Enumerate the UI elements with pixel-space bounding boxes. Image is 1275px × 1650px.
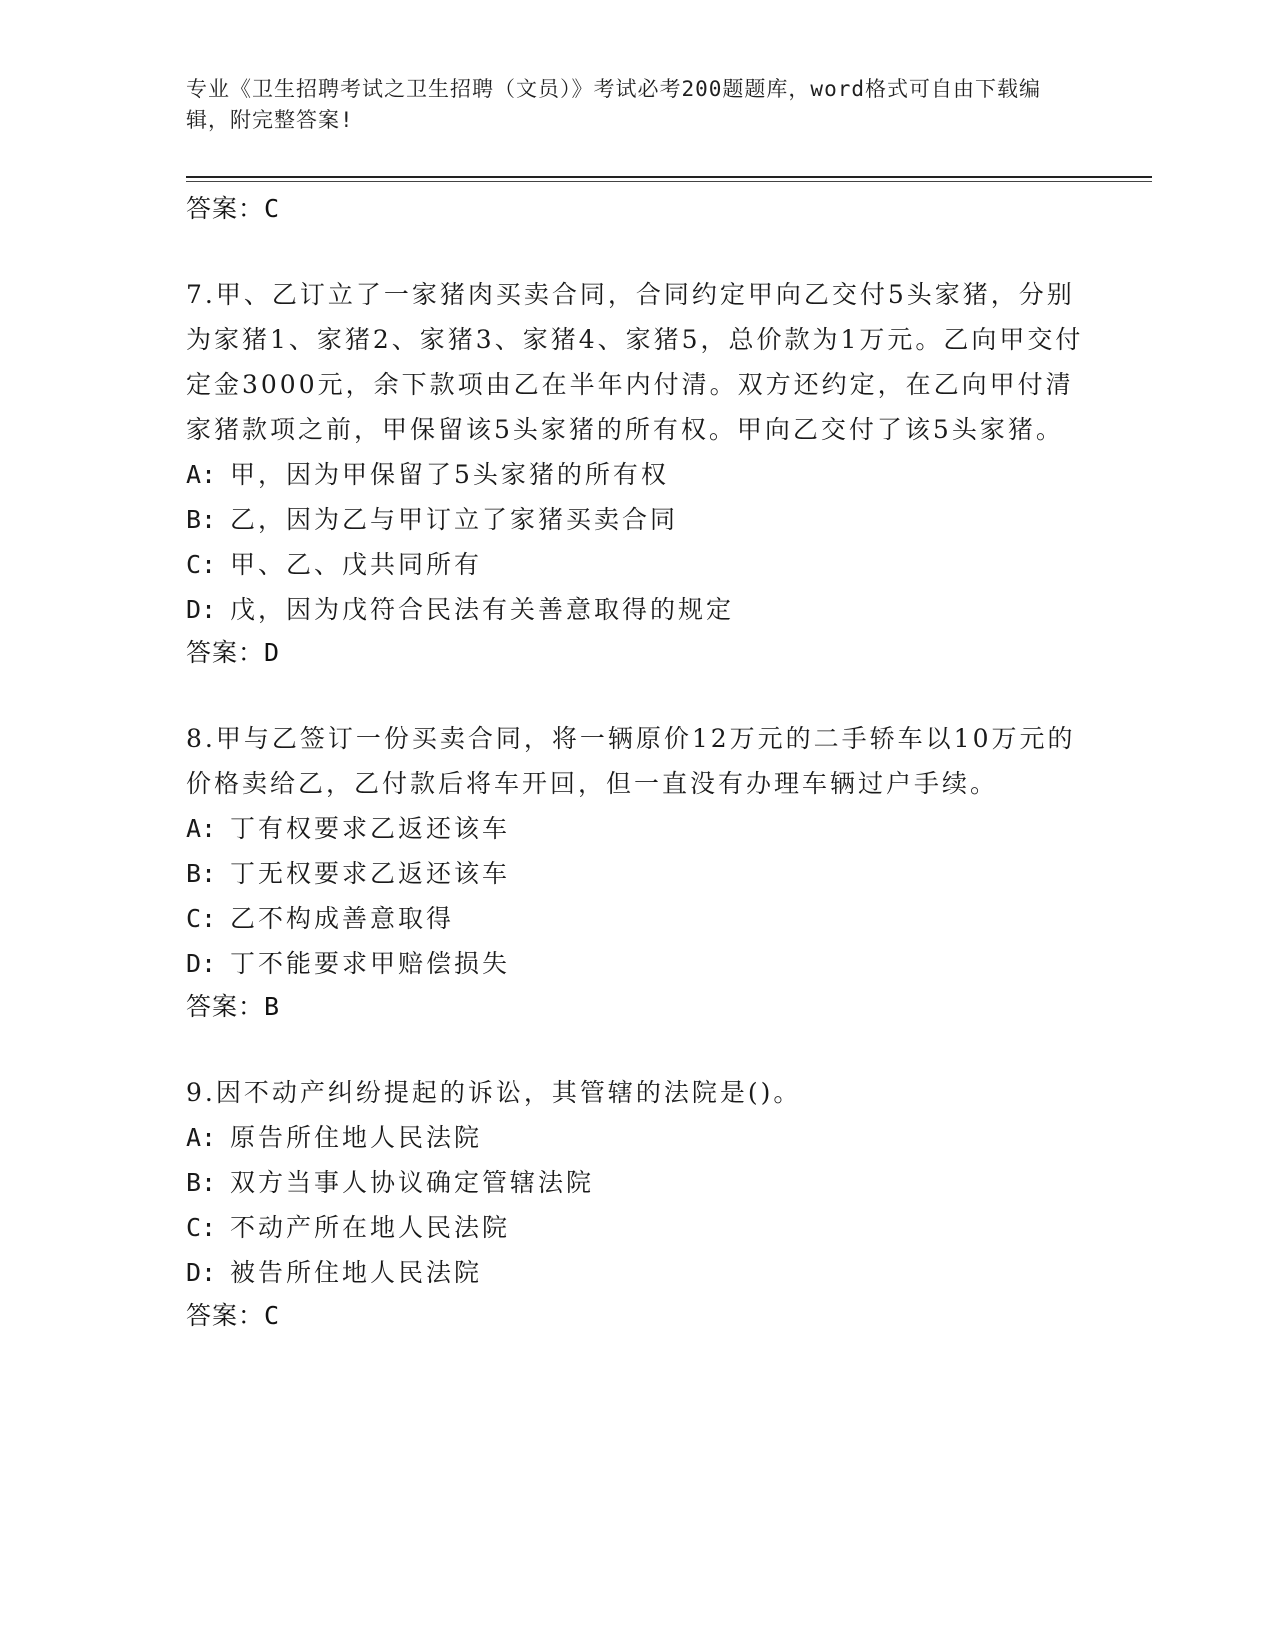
question-list	[186, 190, 1086, 1335]
question-stem: 8.甲与乙签订一份买卖合同，将一辆原价12万元的二手轿车以10万元的价格卖给乙，乙付款后将车开回，但一直没有办理车辆过户手续。	[186, 724, 1076, 798]
option-text: 乙不构成善意取得	[230, 904, 455, 933]
option-text: 丁无权要求乙返还该车	[230, 859, 511, 888]
question-stem: 7.甲、乙订立了一家猪肉买卖合同，合同约定甲向乙交付5头家猪，分别为家猪1、家猪2、家猪3、家猪4、家猪5，总价款为1万元。乙向甲交付定金3000元，余下款项由乙在半年内付清。双方还约定，在乙向甲付清家猪款项之前，甲保留该5头家猪的所有权。甲向乙交付了该5头家猪。	[186, 280, 1084, 444]
question-8	[186, 716, 1086, 1026]
option-text: 丁有权要求乙返还该车	[230, 814, 511, 843]
answer-line: 答案：C	[186, 1301, 281, 1330]
option-text: 乙，因为乙与甲订立了家猪买卖合同	[230, 505, 679, 534]
option-a	[186, 806, 1086, 851]
option-d	[186, 587, 1086, 632]
option-key: B:	[186, 859, 217, 888]
question-7	[186, 272, 1086, 672]
option-text: 丁不能要求甲赔偿损失	[230, 949, 511, 978]
option-c	[186, 1205, 1086, 1250]
option-key: C:	[186, 1213, 217, 1242]
option-text: 原告所住地人民法院	[230, 1123, 483, 1152]
option-key: C:	[186, 904, 217, 933]
option-key: B:	[186, 1168, 217, 1197]
option-text: 甲、乙、戊共同所有	[230, 550, 483, 579]
option-c	[186, 896, 1086, 941]
option-text: 被告所住地人民法院	[230, 1258, 483, 1287]
option-text: 戊，因为戊符合民法有关善意取得的规定	[230, 595, 735, 624]
option-d	[186, 941, 1086, 986]
option-key: A:	[186, 1123, 217, 1152]
option-a	[186, 452, 1086, 497]
question-9	[186, 1070, 1086, 1335]
answer-line: 答案：D	[186, 638, 281, 667]
option-key: D:	[186, 595, 217, 624]
option-text: 甲，因为甲保留了5头家猪的所有权	[230, 460, 669, 489]
header-divider-thin	[186, 181, 1152, 182]
document-header: 专业《卫生招聘考试之卫生招聘（文员）》考试必考200题题库，word格式可自由下载编辑，附完整答案!	[186, 77, 1041, 132]
answer-line: 答案：B	[186, 992, 281, 1021]
option-b	[186, 851, 1086, 896]
option-d	[186, 1250, 1086, 1295]
option-text: 双方当事人协议确定管辖法院	[230, 1168, 595, 1197]
question-stem: 9.因不动产纠纷提起的诉讼，其管辖的法院是()。	[186, 1078, 802, 1107]
option-b	[186, 497, 1086, 542]
option-b	[186, 1160, 1086, 1205]
option-key: B:	[186, 505, 217, 534]
header-divider-thick	[186, 176, 1152, 178]
option-a	[186, 1115, 1086, 1160]
option-key: A:	[186, 814, 217, 843]
option-key: C:	[186, 550, 217, 579]
option-text: 不动产所在地人民法院	[230, 1213, 511, 1242]
option-c	[186, 542, 1086, 587]
option-key: D:	[186, 1258, 217, 1287]
previous-answer: 答案：C	[186, 194, 281, 223]
option-key: D:	[186, 949, 217, 978]
option-key: A:	[186, 460, 217, 489]
